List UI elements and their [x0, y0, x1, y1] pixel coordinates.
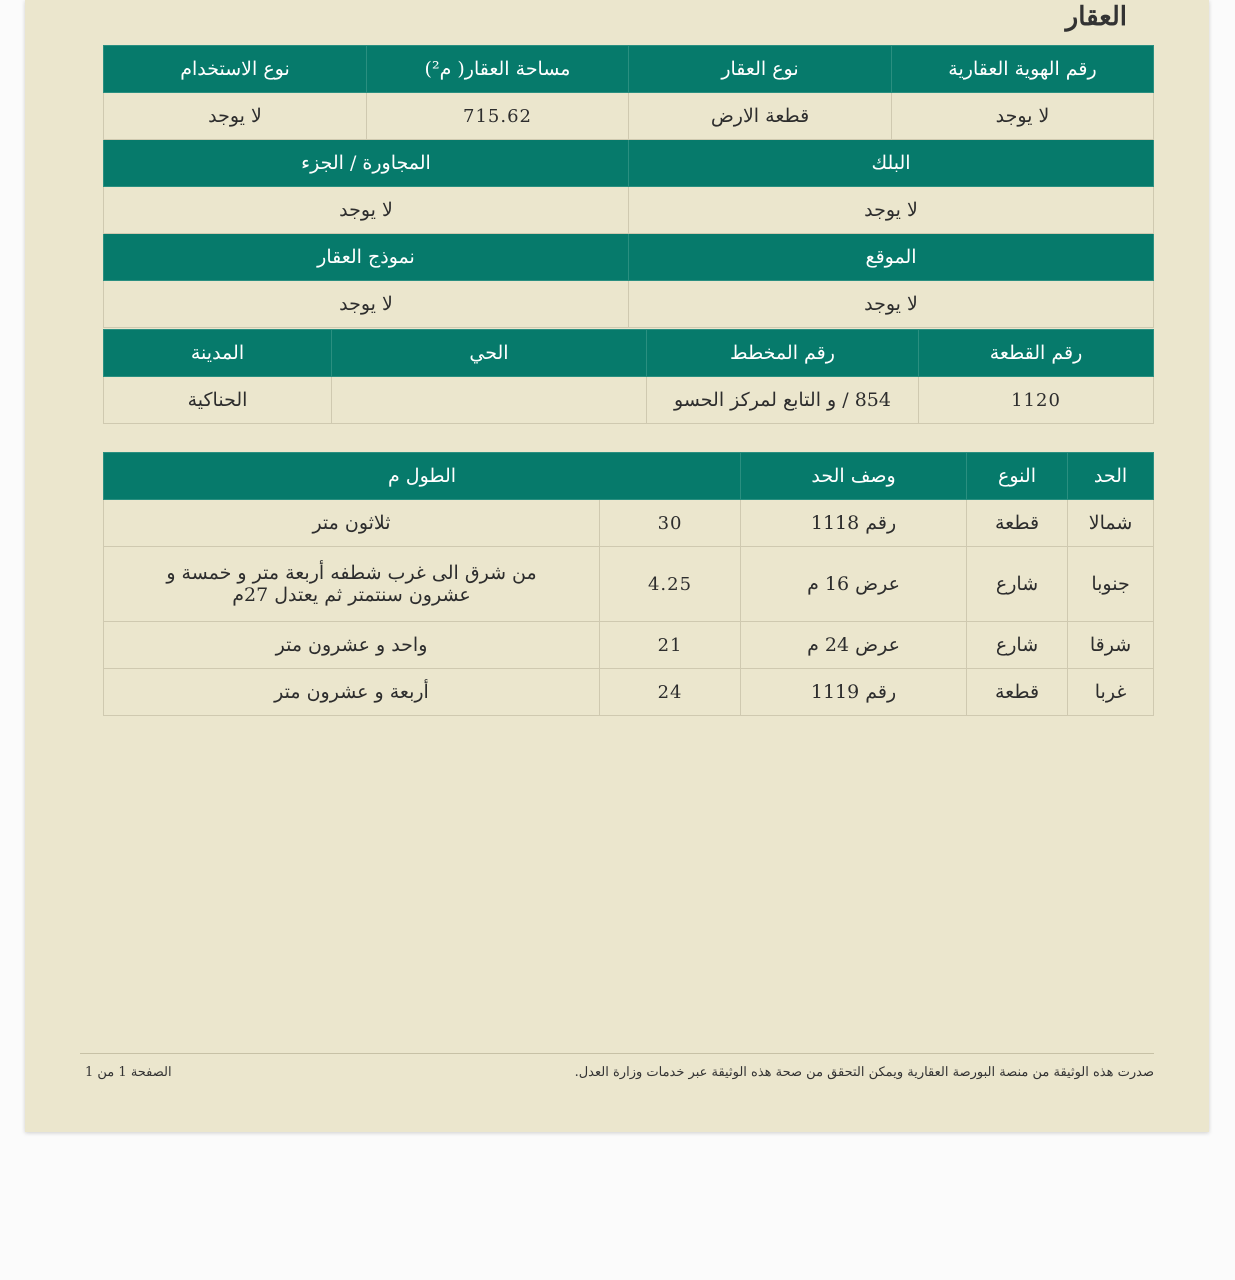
boundary-length-text: واحد و عشرون متر: [104, 622, 600, 669]
boundary-length: 30: [600, 500, 741, 547]
boundary-direction: شمالا: [1068, 500, 1154, 547]
boundary-description: عرض 16 م: [741, 547, 967, 622]
boundaries-table: [103, 452, 1154, 716]
value-city: الحناكية: [104, 377, 332, 424]
value-block: لا يوجد: [629, 187, 1154, 234]
table-row: [104, 281, 1154, 328]
boundary-length: 24: [600, 669, 741, 716]
header-boundary-description: وصف الحد: [741, 453, 967, 500]
table-row: [104, 669, 1154, 716]
value-plot-number: 1120: [919, 377, 1154, 424]
header-district: الحي: [332, 330, 647, 377]
footer-divider: [80, 1053, 1154, 1054]
header-boundary-type: النوع: [967, 453, 1068, 500]
document-page: [25, 0, 1209, 1132]
table-row: [104, 93, 1154, 140]
header-property-type: نوع العقار: [629, 46, 892, 93]
header-location: الموقع: [629, 234, 1154, 281]
value-neighborhood-part: لا يوجد: [104, 187, 629, 234]
footer-note: صدرت هذه الوثيقة من منصة البورصة العقارية ويمكن التحقق من صحة هذه الوثيقة عبر خدمات وزارة العدل.: [574, 1065, 1154, 1080]
boundary-length: 21: [600, 622, 741, 669]
boundary-type: قطعة: [967, 669, 1068, 716]
boundary-type: شارع: [967, 547, 1068, 622]
header-property-area: مساحة العقار( م²): [367, 46, 629, 93]
value-property-area: 715.62: [367, 93, 629, 140]
boundary-type: قطعة: [967, 500, 1068, 547]
value-usage-type: لا يوجد: [104, 93, 367, 140]
plot-table: [103, 329, 1154, 424]
table-header-row: [104, 234, 1154, 281]
boundary-length: 4.25: [600, 547, 741, 622]
value-property-id: لا يوجد: [892, 93, 1154, 140]
header-boundary: الحد: [1068, 453, 1154, 500]
boundary-direction: جنوبا: [1068, 547, 1154, 622]
value-property-type: قطعة الارض: [629, 93, 892, 140]
table-row: [104, 377, 1154, 424]
value-scheme-number: 854 / و التابع لمركز الحسو: [647, 377, 919, 424]
header-scheme-number: رقم المخطط: [647, 330, 919, 377]
table-row: [104, 547, 1154, 622]
header-city: المدينة: [104, 330, 332, 377]
header-property-id: رقم الهوية العقارية: [892, 46, 1154, 93]
header-length: الطول م: [104, 453, 741, 500]
boundary-length-text: من شرق الى غرب شطفه أربعة متر و خمسة و عشرون سنتمتر ثم يعتدل 27م: [104, 547, 600, 622]
header-plot-number: رقم القطعة: [919, 330, 1154, 377]
boundary-direction: غربا: [1068, 669, 1154, 716]
table-header-row: [104, 140, 1154, 187]
boundary-description: عرض 24 م: [741, 622, 967, 669]
table-header-row: [104, 46, 1154, 93]
boundary-description: رقم 1119: [741, 669, 967, 716]
value-location: لا يوجد: [629, 281, 1154, 328]
table-header-row: [104, 330, 1154, 377]
table-row: [104, 187, 1154, 234]
table-header-row: [104, 453, 1154, 500]
table-row: [104, 622, 1154, 669]
header-usage-type: نوع الاستخدام: [104, 46, 367, 93]
table-row: [104, 500, 1154, 547]
property-table: [103, 45, 1154, 328]
section-title: العقار: [1065, 2, 1127, 32]
boundary-description: رقم 1118: [741, 500, 967, 547]
value-district: [332, 377, 647, 424]
boundary-length-text: ثلاثون متر: [104, 500, 600, 547]
header-block: البلك: [629, 140, 1154, 187]
value-property-model: لا يوجد: [104, 281, 629, 328]
boundary-type: شارع: [967, 622, 1068, 669]
header-neighborhood-part: المجاورة / الجزء: [104, 140, 629, 187]
boundary-direction: شرقا: [1068, 622, 1154, 669]
boundary-length-text: أربعة و عشرون متر: [104, 669, 600, 716]
header-property-model: نموذج العقار: [104, 234, 629, 281]
page-number: الصفحة 1 من 1: [85, 1065, 172, 1080]
